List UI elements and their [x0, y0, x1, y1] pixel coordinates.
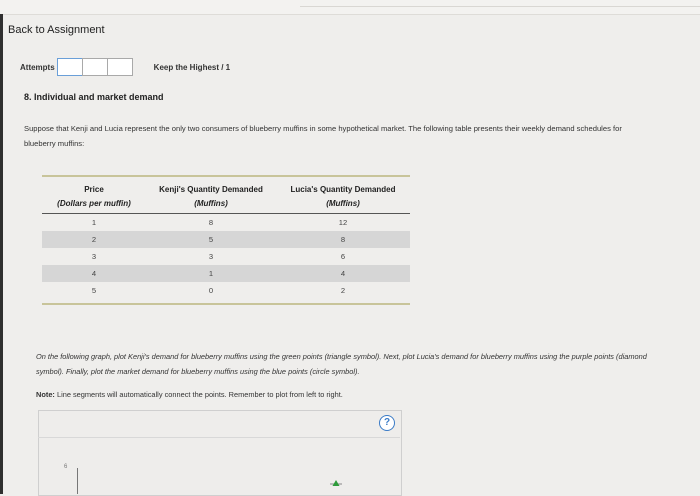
question-intro: Suppose that Kenji and Lucia represent the only two consumers of blueberry muffins in some hypothetical market. The following table presents their weekly demand schedules for blueberry muffins: [24, 124, 622, 148]
top-band [0, 0, 700, 15]
attempt-box-3 [107, 58, 133, 76]
table-header-row [42, 177, 410, 214]
cell-kenji: 0 [208, 286, 214, 295]
attempt-boxes [57, 58, 132, 76]
help-icon[interactable]: ? [379, 415, 395, 431]
keep-highest-label: Keep the Highest / 1 [153, 62, 231, 72]
cell-kenji: 1 [146, 265, 276, 282]
attempts-label: Attempts [20, 62, 55, 72]
cell-price: 2 [42, 231, 146, 248]
header-lucia [276, 177, 410, 214]
cell-price: 3 [91, 252, 97, 261]
header-price-unit: (Dollars per muffin) [57, 199, 131, 208]
cell-price: 5 [91, 286, 97, 295]
y-axis-tick-label: 6 [64, 464, 68, 470]
table-row [42, 248, 410, 265]
note-text: Line segments will automatically connect the points. Remember to plot from left to right. [56, 390, 343, 399]
graph-panel[interactable] [38, 410, 402, 496]
cell-price: 4 [42, 265, 146, 282]
header-kenji-unit: (Muffins) [194, 199, 228, 208]
cell-lucia: 4 [276, 265, 410, 282]
header-price [42, 177, 146, 214]
cell-kenji: 8 [208, 218, 214, 227]
demand-schedule-table [42, 175, 410, 305]
triangle-point-tool-icon[interactable] [330, 479, 342, 487]
question-title: 8. Individual and market demand [24, 92, 164, 102]
graph-panel-divider [38, 437, 400, 438]
table-row [42, 231, 410, 248]
attempt-box-2 [82, 58, 108, 76]
cell-kenji: 5 [146, 231, 276, 248]
header-lucia-unit: (Muffins) [326, 199, 360, 208]
left-edge [0, 14, 3, 494]
header-price-label: Price [84, 185, 104, 194]
cell-kenji: 3 [208, 252, 214, 261]
cell-price: 1 [91, 218, 97, 227]
graph-instructions: On the following graph, plot Kenji's demand for blueberry muffins using the green points (triangle symbol). Next, plot Lucia's demand for blueberry muffins using the purple points (diamond symbol). Finally, plot the market demand for blueberry muffins using the blue points (circle symbol). [36, 352, 647, 376]
cell-lucia: 2 [340, 286, 346, 295]
note [36, 390, 343, 399]
y-axis [77, 468, 78, 494]
attempt-box-1 [57, 58, 83, 76]
header-kenji [146, 177, 276, 214]
table-row [42, 214, 410, 232]
back-to-assignment-link[interactable]: Back to Assignment [8, 24, 105, 36]
cell-lucia: 12 [338, 218, 348, 227]
note-label: Note: [36, 390, 55, 399]
table-row [42, 282, 410, 299]
table-row [42, 265, 410, 282]
top-divider [300, 6, 700, 7]
header-lucia-label: Lucia's Quantity Demanded [290, 185, 396, 194]
header-kenji-label: Kenji's Quantity Demanded [159, 185, 263, 194]
attempts-row [20, 58, 230, 76]
cell-lucia: 8 [276, 231, 410, 248]
cell-lucia: 6 [340, 252, 346, 261]
